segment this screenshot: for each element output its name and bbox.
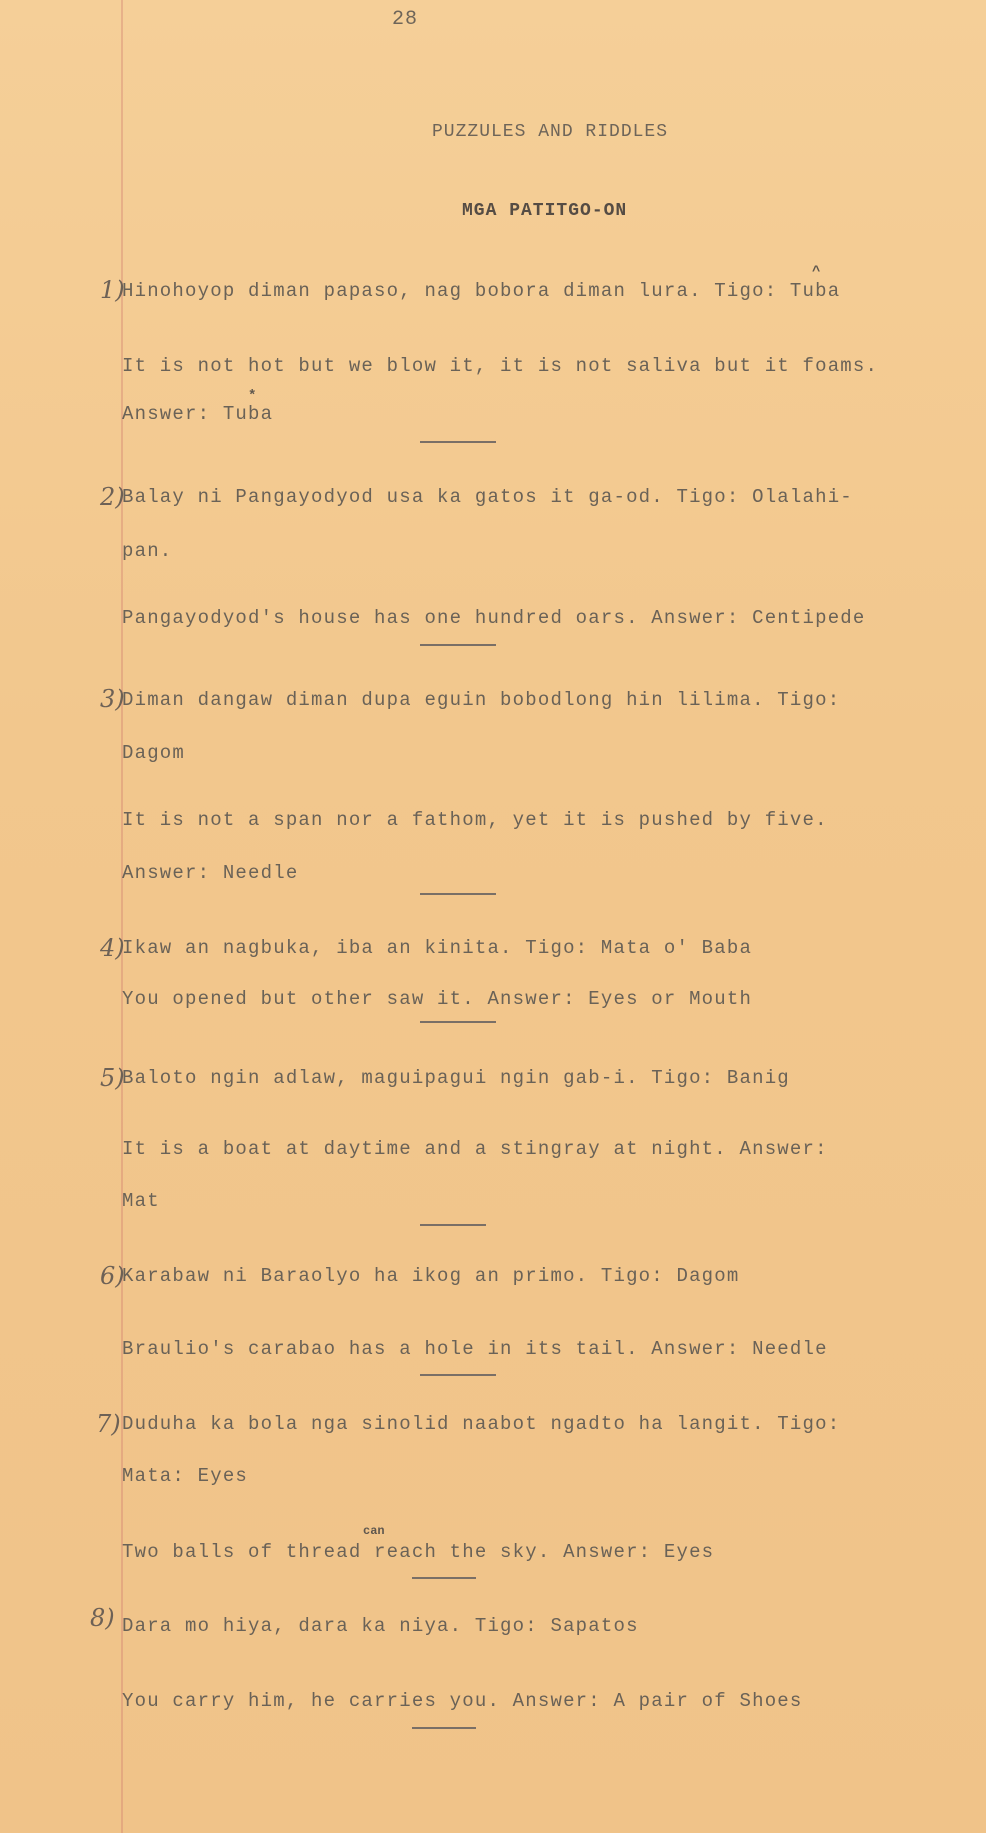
riddle-line: It is a boat at daytime and a stingray at night. Answer: [122,1138,828,1160]
riddle-number: 2) [100,483,125,511]
page-title: PUZZULES AND RIDDLES [432,122,669,142]
riddle-line: Answer: Tuba [122,403,274,425]
riddle-line: Dara mo hiya, dara ka niya. Tigo: Sapatos [122,1615,639,1637]
riddle-number: 4) [100,934,125,962]
riddle-line: Mat [122,1190,160,1212]
riddle-line: It is not a span nor a fathom, yet it is pushed by five. [122,809,828,831]
riddle-number: 8) [90,1604,115,1632]
riddle-number: 5) [100,1064,125,1092]
riddle-line: You carry him, he carries you. Answer: A pair of Shoes [122,1690,803,1712]
riddle-line: You opened but other saw it. Answer: Eyes or Mouth [122,988,753,1010]
riddle-number: 3) [100,685,125,713]
riddle-line: It is not hot but we blow it, it is not saliva but it foams. [122,355,879,377]
separator [412,1577,476,1579]
riddle-line: Hinohoyop diman papaso, nag bobora diman lura. Tigo: Tuba [122,280,841,302]
separator [412,1727,476,1729]
riddle-line: Ikaw an nagbuka, iba an kinita. Tigo: Mata o' Baba [122,937,753,959]
page-subtitle: MGA PATITGO-ON [462,201,628,221]
riddle-line: Dagom [122,742,186,764]
separator [420,893,496,895]
riddle-line: Pangayodyod's house has one hundred oars. Answer: Centipede [122,607,866,629]
separator [420,1224,486,1226]
riddle-line: Two balls of thread reach the sky. Answer: Eyes [122,1541,715,1563]
separator [420,644,496,646]
riddle-number: 1) [100,276,125,304]
riddle-line: Answer: Needle [122,862,299,884]
riddle-line: Braulio's carabao has a hole in its tail. Answer: Needle [122,1338,828,1360]
riddle-number: 7) [96,1410,121,1438]
separator [420,1374,496,1376]
riddle-line: Karabaw ni Baraolyo ha ikog an primo. Tigo: Dagom [122,1265,740,1287]
riddle-line: Balay ni Pangayodyod usa ka gatos it ga-od. Tigo: Olalahi- [122,486,853,508]
separator [420,1021,496,1023]
page-number: 28 [392,8,419,31]
riddle-line: Duduha ka bola nga sinolid naabot ngadto ha langit. Tigo: [122,1413,841,1435]
handwritten-insertion: can [363,1524,385,1538]
riddle-line: Mata: Eyes [122,1465,249,1487]
riddle-line: Baloto ngin adlaw, maguipagui ngin gab-i. Tigo: Banig [122,1067,790,1089]
separator [420,441,496,443]
riddle-number: 6) [100,1262,125,1290]
asterisk-mark: * [248,388,257,404]
caret-mark: ^ [812,264,821,280]
riddle-line: pan. [122,540,173,562]
riddle-line: Diman dangaw diman dupa eguin bobodlong hin lilima. Tigo: [122,689,841,711]
